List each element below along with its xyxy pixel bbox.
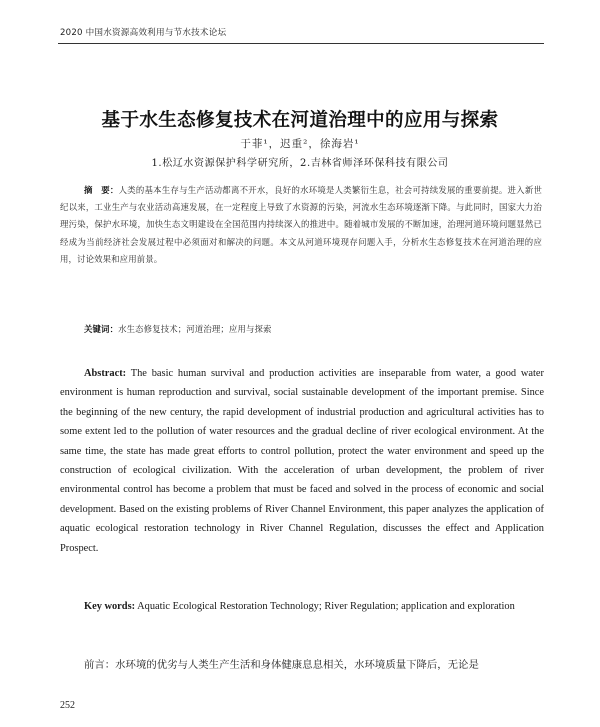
abstract-chinese-label: 摘 要： <box>84 185 119 195</box>
keywords-english-text: Aquatic Ecological Restoration Technology; River Regulation; application and exploration <box>137 601 515 612</box>
introduction-paragraph <box>60 656 544 671</box>
keywords-chinese <box>84 323 542 335</box>
running-header: 2020 中国水资源高效利用与节水技术论坛 <box>60 28 227 38</box>
keywords-english-label: Key words: <box>84 601 136 612</box>
introduction-text: 水环境的优劣与人类生产生活和身体健康息息相关，水环境质量下降后，无论是 <box>115 659 479 671</box>
introduction-label: 前言： <box>84 659 116 671</box>
paper-title: 基于水生态修复技术在河道治理中的应用与探索 <box>101 110 499 131</box>
page-number: 252 <box>60 700 75 711</box>
abstract-chinese-text: 人类的基本生存与生产活动都离不开水，良好的水环境是人类繁衍生息，社会可持续发展的重要前提。进入新世纪以来，工业生产与农业活动高速发展，在一定程度上导致了水资源的污染，河流水生态环境逐渐下降。与此同时，国家大力治理污染，保护水环境，加快生态文明建设在全国范围内持续深入的推进中。随着城市发展的不断加速，治理河道环境问题显然已经成为当前经济社会发展过程中必须面对和解决的问题。本文从河道环境现存问题入手，分析水生态修复技术在河道治理的应用，讨论效果和应用前景。 <box>60 185 542 264</box>
author-list: 于菲¹，迟重²，徐海岩¹ <box>240 138 360 150</box>
abstract-english-text: The basic human survival and production activities are inseparable from water, a good water environment is human reproduction and survival, social sustainable development of the important premise. Since the beginning of the new century, the rapid development of industrial production and agricultural activities has to some extent led to the pollution of water resources and the gradual decline of river ecological environment. At the same time, the state has made great efforts to control pollution, protect the water environment and speed up the construction of ecological civilization. With the acceleration of urban development, the problem of river environmental control has become a problem that must be faced and solved in the process of economic and social development. Based on the existing problems of River Channel Environment, this paper analyzes the application of aquatic ecological restoration technology in River Channel Regulation, discusses the effect and Application Prospect. <box>60 368 544 554</box>
keywords-chinese-label: 关键词： <box>84 324 119 334</box>
abstract-chinese <box>60 182 542 268</box>
keywords-chinese-text: 水生态修复技术；河道治理；应用与探索 <box>118 324 272 334</box>
abstract-english-label: Abstract: <box>84 368 127 379</box>
affiliations: 1.松辽水资源保护科学研究所，2.吉林省师泽环保科技有限公司 <box>151 158 449 169</box>
abstract-english <box>60 364 544 558</box>
header-rule <box>58 43 544 44</box>
keywords-english <box>60 597 544 616</box>
